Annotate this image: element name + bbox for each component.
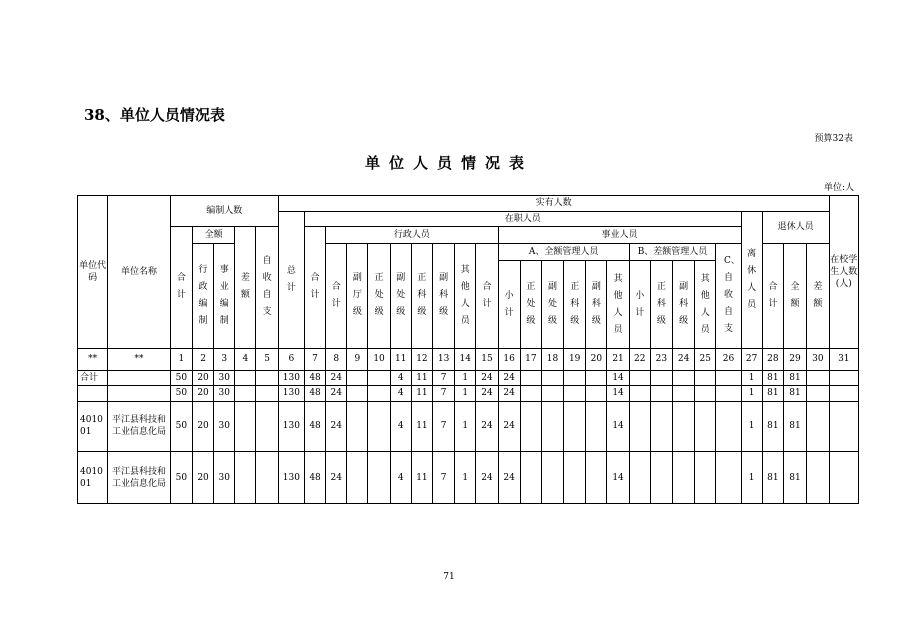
table-cell [716, 401, 741, 452]
header-full-amount: 全额 [192, 227, 234, 244]
table-cell [564, 401, 586, 452]
table-cell [716, 452, 741, 504]
header-unit-code: 单位代码 [78, 196, 108, 349]
index-cell: 24 [673, 348, 695, 370]
table-cell: 合计 [78, 370, 108, 386]
header-self-supported: 自收自支 [256, 227, 278, 349]
header-institutional: 事业编制 [214, 243, 235, 348]
table-cell [829, 401, 858, 452]
table-cell [629, 370, 650, 386]
table-cell: 14 [607, 401, 629, 452]
header-deputy-dept: 副厅级 [347, 243, 368, 348]
table-cell: 48 [304, 386, 325, 402]
table-cell [108, 386, 171, 402]
table-cell [716, 386, 741, 402]
table-cell: 24 [476, 370, 498, 386]
table-cell: 30 [214, 452, 235, 504]
table-cell [235, 370, 256, 386]
table-cell [564, 386, 586, 402]
table-cell [256, 386, 278, 402]
table-cell: 1 [455, 386, 476, 402]
table-cell: 7 [433, 386, 455, 402]
table-cell [673, 386, 695, 402]
table-cell [807, 370, 829, 386]
index-cell: 22 [629, 348, 650, 370]
table-cell: 1 [741, 386, 762, 402]
header-deputy-section: 副科级 [433, 243, 455, 348]
index-row [78, 348, 859, 370]
table-cell [256, 401, 278, 452]
table-row [78, 386, 859, 402]
table-cell: 1 [741, 401, 762, 452]
table-cell: 48 [304, 370, 325, 386]
table-cell: 20 [192, 386, 213, 402]
index-cell: 25 [695, 348, 716, 370]
table-cell: 24 [498, 386, 520, 402]
index-cell: 3 [214, 348, 235, 370]
table-cell [673, 370, 695, 386]
form-number: 预算32表 [814, 134, 853, 144]
table-cell: 30 [214, 401, 235, 452]
table-cell: 130 [278, 386, 304, 402]
table-cell: 130 [278, 401, 304, 452]
section-heading: 38、单位人员情况表 [84, 106, 225, 124]
table-cell: 50 [170, 370, 192, 386]
table-cell [629, 452, 650, 504]
table-cell [368, 401, 390, 452]
unit-label: 单位:人 [823, 183, 854, 193]
header-difference: 差额 [235, 227, 256, 349]
table-cell: 81 [762, 452, 783, 504]
table-cell: 11 [411, 386, 432, 402]
table-cell: 14 [607, 370, 629, 386]
header-a-subtotal: 小计 [498, 261, 520, 349]
table-cell: 1 [455, 401, 476, 452]
table-cell: 20 [192, 401, 213, 452]
index-cell: 18 [541, 348, 563, 370]
index-cell: 10 [368, 348, 390, 370]
header-in-service: 在职人员 [304, 211, 741, 227]
table-cell: 81 [762, 386, 783, 402]
table-cell [520, 370, 541, 386]
table-cell [564, 370, 586, 386]
table-cell: 24 [326, 386, 347, 402]
header-group-a: A、全额管理人员 [498, 243, 629, 261]
table-cell [256, 370, 278, 386]
index-cell: 26 [716, 348, 741, 370]
header-b-deputy-section: 副科级 [673, 261, 695, 349]
index-cell: 9 [347, 348, 368, 370]
header-inst-total: 合计 [476, 243, 498, 348]
table-cell [829, 370, 858, 386]
table-cell: 130 [278, 370, 304, 386]
table-cell: 1 [741, 370, 762, 386]
header-a-section-chief: 正科级 [564, 261, 586, 349]
table-cell [541, 401, 563, 452]
index-cell: 13 [433, 348, 455, 370]
header-section-chief: 正科级 [411, 243, 432, 348]
table-cell [586, 386, 607, 402]
header-retired-full: 全额 [783, 243, 806, 348]
header-group-c: C、自收自支 [716, 243, 741, 348]
table-cell [650, 401, 672, 452]
table-cell: 24 [476, 452, 498, 504]
table-cell: 130 [278, 452, 304, 504]
table-cell [586, 452, 607, 504]
table-cell [564, 452, 586, 504]
table-cell [347, 386, 368, 402]
table-cell [807, 386, 829, 402]
table-cell [235, 386, 256, 402]
index-cell: 4 [235, 348, 256, 370]
table-cell: 24 [498, 401, 520, 452]
table-cell [829, 452, 858, 504]
table-cell: 11 [411, 370, 432, 386]
table-cell: 81 [783, 370, 806, 386]
table-cell: 14 [607, 452, 629, 504]
table-cell [347, 401, 368, 452]
table-cell: 24 [498, 370, 520, 386]
table-cell: 7 [433, 401, 455, 452]
table-cell: 4 [390, 386, 411, 402]
table-cell [108, 370, 171, 386]
table-cell: 81 [783, 386, 806, 402]
table-cell [673, 401, 695, 452]
table-cell [368, 370, 390, 386]
header-admin-staff: 行政人员 [326, 227, 498, 244]
header-staffing: 编制人数 [170, 196, 278, 227]
table-cell [695, 370, 716, 386]
table-cell [673, 452, 695, 504]
table-cell: 24 [326, 401, 347, 452]
table-cell [78, 386, 108, 402]
header-a-deputy-section: 副科级 [586, 261, 607, 349]
header-director: 正处级 [368, 243, 390, 348]
table-cell: 401001 [78, 452, 108, 504]
index-cell: 23 [650, 348, 672, 370]
table-cell [256, 452, 278, 504]
table-cell [629, 386, 650, 402]
table-cell: 81 [762, 401, 783, 452]
table-row [78, 370, 859, 386]
index-cell: 1 [170, 348, 192, 370]
table-cell: 7 [433, 452, 455, 504]
index-cell: ** [78, 348, 108, 370]
header-unit-name: 单位名称 [108, 196, 171, 349]
table-cell [695, 401, 716, 452]
header-retired-total: 合计 [762, 243, 783, 348]
table-cell [650, 452, 672, 504]
index-cell: 11 [390, 348, 411, 370]
header-inst-staff: 事业人员 [498, 227, 741, 244]
table-cell: 平江县科技和工业信息化局 [108, 401, 171, 452]
table-cell [368, 452, 390, 504]
table-cell [347, 370, 368, 386]
table-cell: 50 [170, 401, 192, 452]
index-cell: ** [108, 348, 171, 370]
index-cell: 5 [256, 348, 278, 370]
table-cell: 48 [304, 452, 325, 504]
index-cell: 14 [455, 348, 476, 370]
table-cell [347, 452, 368, 504]
index-cell: 15 [476, 348, 498, 370]
table-cell [695, 386, 716, 402]
table-cell: 4 [390, 401, 411, 452]
table-cell: 24 [326, 370, 347, 386]
table-title: 单位人员情况表 [364, 154, 533, 172]
index-cell: 20 [586, 348, 607, 370]
table-cell [807, 401, 829, 452]
table-cell: 81 [783, 452, 806, 504]
header-grand-total: 总计 [278, 211, 304, 348]
header-b-subtotal: 小计 [629, 261, 650, 349]
table-cell [716, 370, 741, 386]
index-cell: 8 [326, 348, 347, 370]
index-cell: 30 [807, 348, 829, 370]
table-cell: 401001 [78, 401, 108, 452]
header-b-section-chief: 正科级 [650, 261, 672, 349]
personnel-table [77, 195, 859, 504]
table-cell [520, 386, 541, 402]
header-retired: 退休人员 [762, 211, 829, 243]
table-cell: 24 [498, 452, 520, 504]
header-a-other: 其他人员 [607, 261, 629, 349]
header-actual: 实有人数 [278, 196, 829, 212]
index-cell: 17 [520, 348, 541, 370]
table-cell: 50 [170, 386, 192, 402]
table-cell [541, 386, 563, 402]
index-cell: 28 [762, 348, 783, 370]
table-cell [541, 452, 563, 504]
header-a-deputy-director: 副处级 [541, 261, 563, 349]
index-cell: 12 [411, 348, 432, 370]
table-cell [829, 386, 858, 402]
table-cell: 30 [214, 386, 235, 402]
table-cell: 50 [170, 452, 192, 504]
header-a-director: 正处级 [520, 261, 541, 349]
table-cell [541, 370, 563, 386]
table-cell [520, 401, 541, 452]
table-cell [695, 452, 716, 504]
table-cell: 1 [455, 452, 476, 504]
table-cell [807, 452, 829, 504]
table-cell [235, 401, 256, 452]
index-cell: 29 [783, 348, 806, 370]
header-group-b: B、差额管理人员 [629, 243, 716, 261]
table-cell: 7 [433, 370, 455, 386]
index-cell: 19 [564, 348, 586, 370]
table-cell: 81 [783, 401, 806, 452]
table-cell [520, 452, 541, 504]
table-cell: 1 [741, 452, 762, 504]
table-cell: 48 [304, 401, 325, 452]
table-cell: 4 [390, 452, 411, 504]
table-row [78, 401, 859, 452]
table-cell [650, 370, 672, 386]
index-cell: 7 [304, 348, 325, 370]
table-cell: 24 [326, 452, 347, 504]
table-row [78, 452, 859, 504]
table-cell: 24 [476, 386, 498, 402]
table-cell [586, 401, 607, 452]
index-cell: 21 [607, 348, 629, 370]
table-cell [650, 386, 672, 402]
table-cell: 11 [411, 452, 432, 504]
header-administrative: 行政编制 [192, 243, 213, 348]
header-admin-total: 合计 [326, 243, 347, 348]
table-cell: 20 [192, 370, 213, 386]
index-cell: 2 [192, 348, 213, 370]
index-cell: 6 [278, 348, 304, 370]
header-deputy-director: 副处级 [390, 243, 411, 348]
table-cell: 81 [762, 370, 783, 386]
table-cell: 平江县科技和工业信息化局 [108, 452, 171, 504]
table-cell: 30 [214, 370, 235, 386]
header-retired-cadre: 离休人员 [741, 211, 762, 348]
table-cell: 20 [192, 452, 213, 504]
index-cell: 27 [741, 348, 762, 370]
table-cell [235, 452, 256, 504]
table-cell: 4 [390, 370, 411, 386]
header-retired-diff: 差额 [807, 243, 829, 348]
header-in-service-total: 合计 [304, 227, 325, 349]
table-cell [629, 401, 650, 452]
header-staffing-total: 合计 [170, 227, 192, 349]
table-cell: 11 [411, 401, 432, 452]
header-b-other: 其他人员 [695, 261, 716, 349]
table-cell [368, 386, 390, 402]
page-number: 71 [443, 572, 455, 582]
header-students: 在校学生人数(人) [829, 196, 858, 349]
table-cell: 14 [607, 386, 629, 402]
index-cell: 31 [829, 348, 858, 370]
index-cell: 16 [498, 348, 520, 370]
table-cell: 24 [476, 401, 498, 452]
header-admin-other: 其他人员 [455, 243, 476, 348]
table-cell: 1 [455, 370, 476, 386]
table-cell [586, 370, 607, 386]
